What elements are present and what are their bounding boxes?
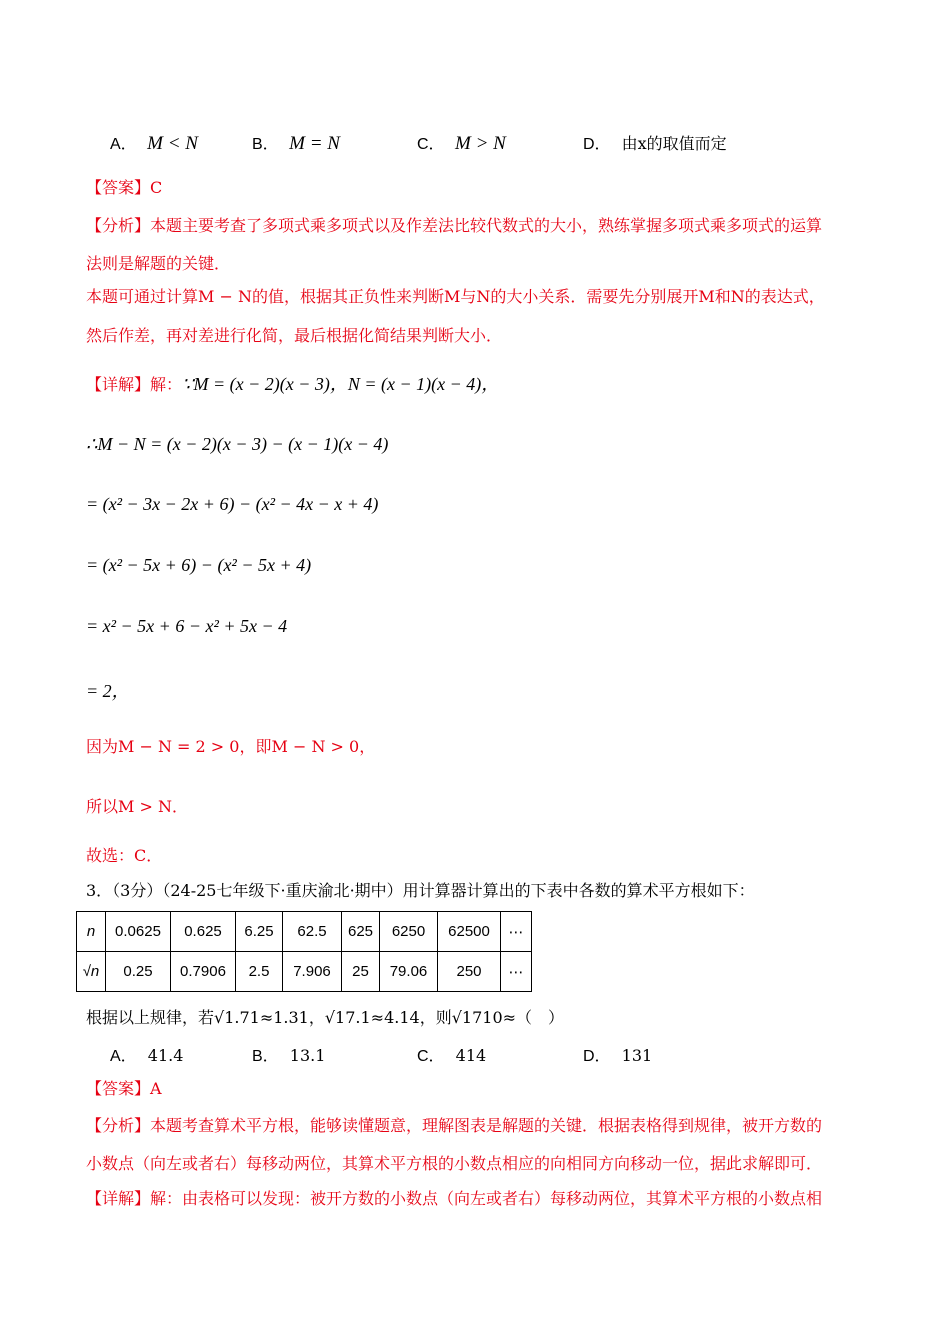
option-letter: B．	[252, 136, 279, 153]
analysis-text: 本题考查算术平方根，能够读懂题意，理解图表是解题的关键．根据表格得到规律，被开方数的	[150, 1116, 823, 1135]
option-expr: M > N	[455, 133, 506, 154]
analysis-line-3: 本题可通过计算M − N的值，根据其正负性来判断M与N的大小关系．需要先分别展开M和N的表达式，	[86, 287, 825, 306]
option-value: 13.1	[289, 1046, 326, 1065]
analysis-tag: 【分析】	[86, 216, 151, 235]
sqrt-table	[76, 911, 532, 992]
step-5: = 2，	[86, 681, 130, 701]
option-letter: C．	[417, 1048, 445, 1065]
step-2: = (x² − 3x − 2x + 6) − (x² − 4x − x + 4)	[86, 494, 379, 514]
analysis-line-1	[86, 216, 822, 236]
therefore-line: 所以M > N．	[86, 797, 188, 816]
detail-text: 解：由表格可以发现：被开方数的小数点（向左或者右）每移动两位，其算术平方根的小数点相	[150, 1189, 823, 1208]
rule-line: 根据以上规律，若√1.71≈1.31，√17.1≈4.14，则√1710≈（ ）	[86, 1008, 565, 1027]
q3-detail-line	[86, 1189, 822, 1209]
option-value: 41.4	[147, 1046, 184, 1065]
question-3-header: 3．（3分）（24-25七年级下·重庆渝北·期中）用计算器计算出的下表中各数的算术平方根如下：	[86, 881, 755, 900]
table-cell: 625	[342, 912, 380, 952]
detail-intro: 解：	[150, 375, 183, 394]
option-a	[110, 131, 198, 155]
option-d	[583, 131, 727, 154]
detail-tag: 【详解】	[86, 1189, 151, 1208]
answer-label: 【答案】C	[86, 178, 163, 197]
option-letter: A．	[110, 1048, 137, 1065]
option-value: 414	[455, 1046, 487, 1065]
option-letter: A．	[110, 136, 137, 153]
table-cell: 7.906	[283, 952, 342, 992]
q3-answer-label: 【答案】A	[86, 1079, 162, 1098]
because-line: 因为M − N = 2 > 0，即M − N > 0，	[86, 737, 376, 756]
step-3: = (x² − 5x + 6) − (x² − 5x + 4)	[86, 555, 312, 575]
analysis-line-4: 然后作差，再对差进行化简，最后根据化简结果判断大小．	[86, 326, 503, 345]
table-cell: 62.5	[283, 912, 342, 952]
detail-line	[86, 374, 499, 395]
step-4: = x² − 5x + 6 − x² + 5x − 4	[86, 616, 288, 636]
table-cell: 0.25	[106, 952, 171, 992]
detail-given: ∵M = (x − 2)(x − 3)，N = (x − 1)(x − 4)，	[182, 374, 500, 394]
analysis-text: 本题主要考查了多项式乘多项式以及作差法比较代数式的大小，熟练掌握多项式乘多项式的运算	[150, 216, 823, 235]
option-expr: M < N	[147, 133, 198, 154]
detail-tag: 【详解】	[86, 375, 151, 394]
row-label-sqrt-n: √n	[77, 952, 106, 992]
q3-option-a	[110, 1043, 183, 1066]
q3-analysis-line-1	[86, 1116, 822, 1136]
table-cell: 6.25	[236, 912, 283, 952]
table-cell: 25	[342, 952, 380, 992]
option-c	[417, 131, 506, 155]
q3-option-d	[583, 1043, 652, 1066]
option-value: 131	[621, 1046, 653, 1065]
table-cell: 6250	[380, 912, 438, 952]
option-letter: D．	[583, 136, 611, 153]
option-expr: M = N	[289, 133, 340, 154]
table-cell: ⋯	[501, 952, 532, 992]
q3-option-b	[252, 1043, 325, 1066]
step-1: ∴M − N = (x − 2)(x − 3) − (x − 1)(x − 4)	[86, 434, 389, 454]
table-row	[77, 952, 532, 992]
table-cell: ⋯	[501, 912, 532, 952]
choose-line: 故选：C．	[86, 846, 163, 865]
table-cell: 79.06	[380, 952, 438, 992]
table-cell: 0.625	[171, 912, 236, 952]
table-cell: 62500	[438, 912, 501, 952]
option-b	[252, 131, 340, 155]
row-label-n: n	[77, 912, 106, 952]
table-row	[77, 912, 532, 952]
table-cell: 2.5	[236, 952, 283, 992]
analysis-tag: 【分析】	[86, 1116, 151, 1135]
option-letter: D．	[583, 1048, 611, 1065]
table-cell: 250	[438, 952, 501, 992]
option-text: 由x的取值而定	[621, 134, 727, 153]
analysis-line-2: 法则是解题的关键．	[86, 254, 231, 273]
option-letter: C．	[417, 136, 445, 153]
table-cell: 0.0625	[106, 912, 171, 952]
option-letter: B．	[252, 1048, 279, 1065]
table-cell: 0.7906	[171, 952, 236, 992]
q3-option-c	[417, 1043, 486, 1066]
q3-analysis-line-2: 小数点（向左或者右）每移动两位，其算术平方根的小数点相应的向相同方向移动一位，据此求解即可．	[86, 1154, 823, 1173]
